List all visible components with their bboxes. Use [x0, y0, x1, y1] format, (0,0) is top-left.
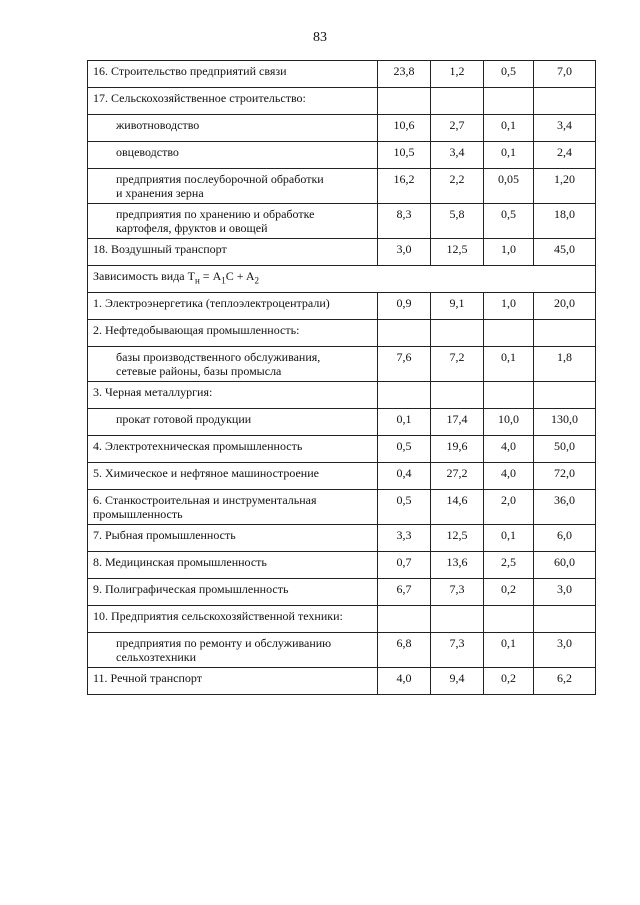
table-row [88, 552, 596, 579]
row-name-line: промышленность [93, 507, 183, 521]
value-cell-3 [484, 88, 534, 115]
table-row [88, 525, 596, 552]
formula-sub-2: 2 [254, 275, 260, 286]
value-cell-4: 20,0 [534, 293, 596, 320]
value-cell-2: 9,4 [431, 668, 484, 695]
formula-row [88, 266, 596, 293]
row-name [88, 142, 378, 169]
value-cell-4: 45,0 [534, 239, 596, 266]
value-cell-1: 16,2 [378, 169, 431, 204]
row-name-line: 6. Станкостроительная и инструментальная [93, 493, 317, 507]
value-cell-4: 50,0 [534, 436, 596, 463]
row-name [88, 239, 378, 266]
row-name [88, 409, 378, 436]
table-row [88, 115, 596, 142]
row-name [88, 61, 378, 88]
value-cell-3: 0,5 [484, 204, 534, 239]
value-cell-3: 4,0 [484, 436, 534, 463]
value-cell-1 [378, 382, 431, 409]
value-cell-3: 10,0 [484, 409, 534, 436]
row-name-line: 9. Полиграфическая промышленность [93, 582, 289, 596]
value-cell-2: 12,5 [431, 239, 484, 266]
value-cell-2 [431, 320, 484, 347]
value-cell-3 [484, 382, 534, 409]
value-cell-1: 3,3 [378, 525, 431, 552]
value-cell-2 [431, 88, 484, 115]
value-cell-1: 0,5 [378, 490, 431, 525]
value-cell-3: 0,1 [484, 142, 534, 169]
table-row [88, 204, 596, 239]
value-cell-2: 13,6 [431, 552, 484, 579]
value-cell-2: 2,2 [431, 169, 484, 204]
table-row [88, 142, 596, 169]
row-name [88, 606, 378, 633]
table-row [88, 169, 596, 204]
table-row [88, 347, 596, 382]
row-name [88, 552, 378, 579]
value-cell-2: 19,6 [431, 436, 484, 463]
value-cell-4: 3,0 [534, 579, 596, 606]
row-name [88, 320, 378, 347]
value-cell-1: 8,3 [378, 204, 431, 239]
value-cell-2: 2,7 [431, 115, 484, 142]
value-cell-2 [431, 382, 484, 409]
row-name-line: 11. Речной транспорт [93, 671, 202, 685]
formula-mid2: C + A [225, 269, 255, 283]
value-cell-4: 36,0 [534, 490, 596, 525]
value-cell-1: 3,0 [378, 239, 431, 266]
value-cell-4: 3,0 [534, 633, 596, 668]
value-cell-2: 1,2 [431, 61, 484, 88]
table-row [88, 239, 596, 266]
row-name-line: картофеля, фруктов и овощей [116, 221, 268, 235]
row-name-line: предприятия по ремонту и обслуживанию [116, 636, 332, 650]
row-name-line: 3. Черная металлургия: [93, 385, 213, 399]
row-name-line: овцеводство [116, 145, 179, 159]
table-row [88, 293, 596, 320]
row-name [88, 668, 378, 695]
table-row [88, 409, 596, 436]
value-cell-3 [484, 606, 534, 633]
value-cell-4: 7,0 [534, 61, 596, 88]
value-cell-4: 60,0 [534, 552, 596, 579]
table-row [88, 633, 596, 668]
formula-section [88, 266, 596, 293]
table-group-1 [88, 61, 596, 266]
value-cell-2: 7,3 [431, 633, 484, 668]
row-name-line: и хранения зерна [116, 186, 204, 200]
value-cell-1: 10,6 [378, 115, 431, 142]
formula-mid: = A [199, 269, 222, 283]
row-name-line: предприятия по хранению и обработке [116, 207, 315, 221]
value-cell-3: 0,1 [484, 633, 534, 668]
row-name [88, 436, 378, 463]
value-cell-4: 2,4 [534, 142, 596, 169]
value-cell-1: 0,7 [378, 552, 431, 579]
value-cell-2: 7,3 [431, 579, 484, 606]
value-cell-2: 9,1 [431, 293, 484, 320]
row-name [88, 382, 378, 409]
value-cell-2: 14,6 [431, 490, 484, 525]
value-cell-1 [378, 88, 431, 115]
value-cell-3: 0,1 [484, 347, 534, 382]
value-cell-3: 0,05 [484, 169, 534, 204]
value-cell-2: 17,4 [431, 409, 484, 436]
value-cell-2: 27,2 [431, 463, 484, 490]
table-row [88, 490, 596, 525]
row-name-line: сельхозтехники [116, 650, 197, 664]
row-name [88, 169, 378, 204]
row-name-line: базы производственного обслуживания, [116, 350, 321, 364]
value-cell-4 [534, 320, 596, 347]
value-cell-3: 2,5 [484, 552, 534, 579]
row-name-line: 5. Химическое и нефтяное машиностроение [93, 466, 319, 480]
table-row [88, 88, 596, 115]
row-name [88, 115, 378, 142]
row-name-line: 7. Рыбная промышленность [93, 528, 236, 542]
table-group-2 [88, 293, 596, 695]
value-cell-3: 1,0 [484, 239, 534, 266]
value-cell-4: 6,2 [534, 668, 596, 695]
row-name-line: 8. Медицинская промышленность [93, 555, 267, 569]
row-name-line: 16. Строительство предприятий связи [93, 64, 287, 78]
table-row [88, 463, 596, 490]
value-cell-4: 6,0 [534, 525, 596, 552]
value-cell-2: 5,8 [431, 204, 484, 239]
value-cell-3: 1,0 [484, 293, 534, 320]
table-row [88, 61, 596, 88]
row-name [88, 463, 378, 490]
value-cell-1: 10,5 [378, 142, 431, 169]
value-cell-4: 1,20 [534, 169, 596, 204]
row-name [88, 204, 378, 239]
row-name-line: прокат готовой продукции [116, 412, 252, 426]
value-cell-3: 0,1 [484, 115, 534, 142]
table-row [88, 606, 596, 633]
value-cell-1: 0,9 [378, 293, 431, 320]
value-cell-3: 0,2 [484, 668, 534, 695]
formula-cell [88, 266, 596, 293]
value-cell-2 [431, 606, 484, 633]
value-cell-3: 4,0 [484, 463, 534, 490]
row-name [88, 525, 378, 552]
value-cell-2: 7,2 [431, 347, 484, 382]
value-cell-1: 6,7 [378, 579, 431, 606]
value-cell-4: 18,0 [534, 204, 596, 239]
value-cell-3 [484, 320, 534, 347]
table-row [88, 579, 596, 606]
row-name-line: 2. Нефтедобывающая промышленность: [93, 323, 300, 337]
table-row [88, 320, 596, 347]
formula-prefix: Зависимость вида T [93, 269, 195, 283]
row-name-line: 1. Электроэнергетика (теплоэлектроцентрали) [93, 296, 330, 310]
value-cell-3: 2,0 [484, 490, 534, 525]
row-name-line: сетевые районы, базы промысла [116, 364, 282, 378]
value-cell-1: 7,6 [378, 347, 431, 382]
row-name-line: 17. Сельскохозяйственное строительство: [93, 91, 306, 105]
value-cell-1: 0,4 [378, 463, 431, 490]
row-name [88, 579, 378, 606]
value-cell-2: 12,5 [431, 525, 484, 552]
row-name [88, 490, 378, 525]
row-name-line: предприятия послеуборочной обработки [116, 172, 324, 186]
formula-sub-1: 1 [221, 275, 226, 286]
row-name-line: 4. Электротехническая промышленность [93, 439, 303, 453]
value-cell-4 [534, 606, 596, 633]
value-cell-3: 0,2 [484, 579, 534, 606]
value-cell-1: 0,1 [378, 409, 431, 436]
value-cell-2: 3,4 [431, 142, 484, 169]
table-row [88, 382, 596, 409]
page-number: 83 [313, 30, 327, 45]
value-cell-4: 130,0 [534, 409, 596, 436]
row-name-line: 18. Воздушный транспорт [93, 242, 227, 256]
value-cell-3: 0,5 [484, 61, 534, 88]
row-name [88, 347, 378, 382]
row-name [88, 88, 378, 115]
value-cell-1 [378, 606, 431, 633]
row-name [88, 293, 378, 320]
value-cell-3: 0,1 [484, 525, 534, 552]
data-table [87, 60, 596, 695]
row-name [88, 633, 378, 668]
value-cell-1 [378, 320, 431, 347]
table-row [88, 668, 596, 695]
value-cell-4: 1,8 [534, 347, 596, 382]
value-cell-4: 72,0 [534, 463, 596, 490]
value-cell-4 [534, 382, 596, 409]
row-name-line: 10. Предприятия сельскохозяйственной техники: [93, 609, 343, 623]
row-name-line: животноводство [116, 118, 200, 132]
value-cell-1: 6,8 [378, 633, 431, 668]
value-cell-4: 3,4 [534, 115, 596, 142]
value-cell-1: 4,0 [378, 668, 431, 695]
value-cell-1: 23,8 [378, 61, 431, 88]
value-cell-1: 0,5 [378, 436, 431, 463]
value-cell-4 [534, 88, 596, 115]
formula-sub-n: н [194, 275, 200, 286]
table-row [88, 436, 596, 463]
